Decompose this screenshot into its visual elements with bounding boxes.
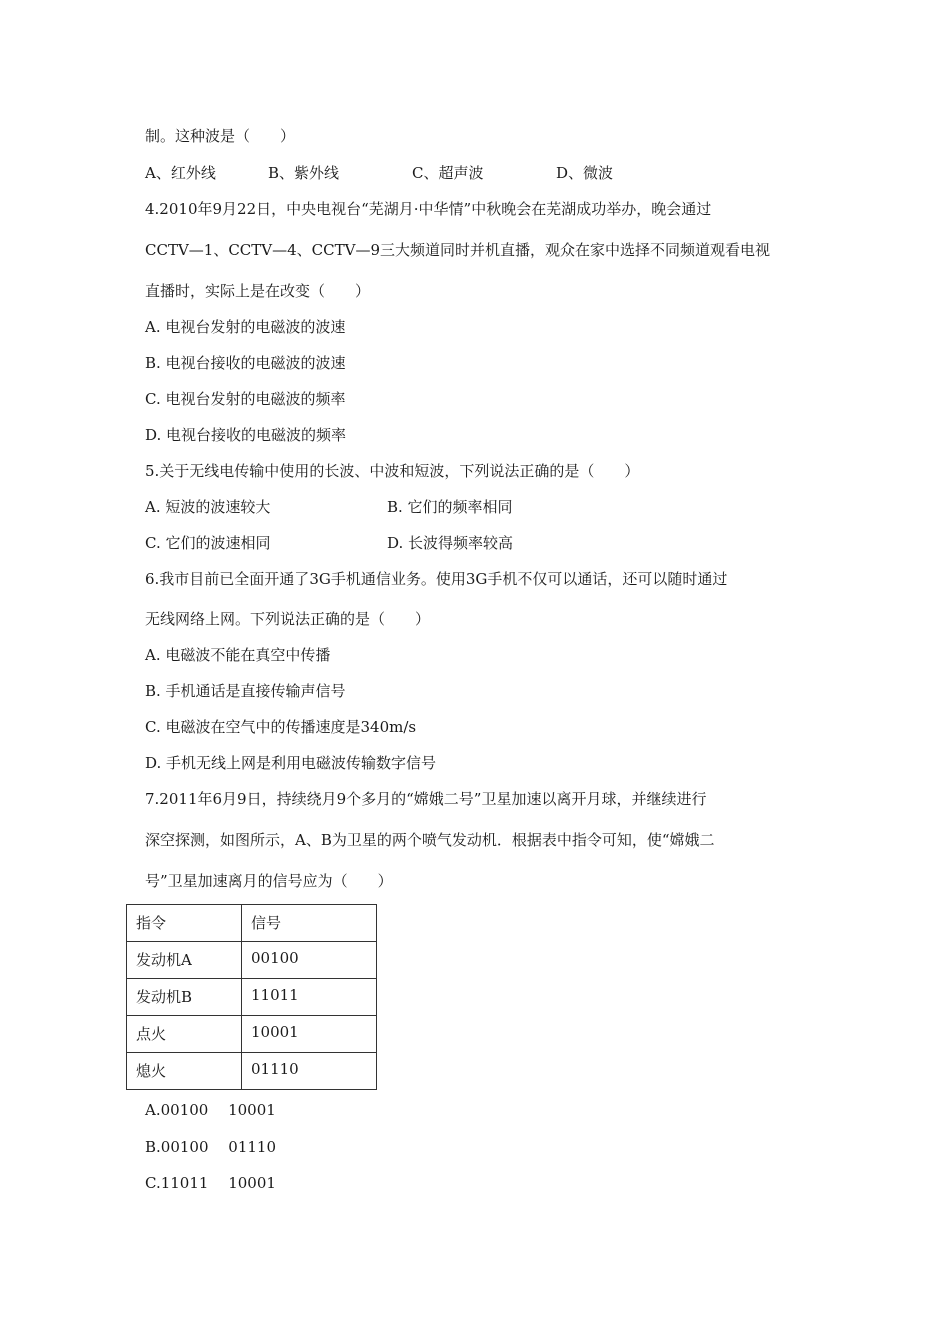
q6-option-a: A. 电磁波不能在真空中传播 <box>145 646 331 664</box>
question-5-line-1: 5.关于无线电传输中使用的长波、中波和短波，下列说法正确的是（ ） <box>145 462 640 480</box>
question-4-line-1: 4.2010年9月22日，中央电视台“芜湖月·中华情”中秋晚会在芜湖成功举办，晚会通过 <box>145 200 712 218</box>
table-row <box>127 1016 377 1053</box>
q7-option-c: C.11011 10001 <box>145 1174 276 1192</box>
question-6-line-2: 无线网络上网。下列说法正确的是（ ） <box>145 610 431 628</box>
q7-option-a: A.00100 10001 <box>145 1101 276 1119</box>
question-3-tail: 制。这种波是（ ） <box>145 127 296 145</box>
table-cell: 11011 <box>242 979 377 1016</box>
table-cell: 10001 <box>242 1016 377 1053</box>
table-row <box>127 942 377 979</box>
table-header-cell: 信号 <box>242 905 377 942</box>
q7-option-b: B.00100 01110 <box>145 1138 276 1156</box>
table-header-row <box>127 905 377 942</box>
q4-option-d: D. 电视台接收的电磁波的频率 <box>145 426 347 444</box>
q3-option-c: C、超声波 <box>412 164 484 182</box>
q6-option-d: D. 手机无线上网是利用电磁波传输数字信号 <box>145 754 437 772</box>
table-header-cell: 指令 <box>127 905 242 942</box>
table-cell: 发动机A <box>127 942 242 979</box>
table-cell: 点火 <box>127 1016 242 1053</box>
q5-option-b: B. 它们的频率相同 <box>387 498 513 516</box>
question-4-line-3: 直播时，实际上是在改变（ ） <box>145 282 371 300</box>
table-cell: 01110 <box>242 1053 377 1090</box>
q4-option-a: A. 电视台发射的电磁波的波速 <box>145 318 346 336</box>
question-7-line-2: 深空探测，如图所示，A、B为卫星的两个喷气发动机．根据表中指令可知，使“嫦娥二 <box>145 831 715 849</box>
q4-option-b: B. 电视台接收的电磁波的波速 <box>145 354 346 372</box>
q5-option-a: A. 短波的波速较大 <box>145 498 271 516</box>
table-row <box>127 1053 377 1090</box>
q3-option-b: B、紫外线 <box>268 164 340 182</box>
q5-option-d: D. 长波得频率较高 <box>387 534 514 552</box>
q5-option-c: C. 它们的波速相同 <box>145 534 271 552</box>
q3-option-d: D、微波 <box>556 164 614 182</box>
table-cell: 发动机B <box>127 979 242 1016</box>
table-row <box>127 979 377 1016</box>
question-6-line-1: 6.我市目前已全面开通了3G手机通信业务。使用3G手机不仅可以通话，还可以随时通过 <box>145 570 728 588</box>
question-7-line-3: 号”卫星加速离月的信号应为（ ） <box>145 872 393 890</box>
q4-option-c: C. 电视台发射的电磁波的频率 <box>145 390 346 408</box>
question-7-line-1: 7.2011年6月9日，持续绕月9个多月的“嫦娥二号”卫星加速以离开月球，并继续进行 <box>145 790 707 808</box>
q3-option-a: A、红外线 <box>145 164 216 182</box>
table-cell: 熄火 <box>127 1053 242 1090</box>
table-cell: 00100 <box>242 942 377 979</box>
q6-option-b: B. 手机通话是直接传输声信号 <box>145 682 346 700</box>
command-signal-table <box>126 904 377 1090</box>
q6-option-c: C. 电磁波在空气中的传播速度是340m/s <box>145 718 417 736</box>
question-4-line-2: CCTV—1、CCTV—4、CCTV—9三大频道同时并机直播，观众在家中选择不同频道观看电视 <box>145 241 771 259</box>
